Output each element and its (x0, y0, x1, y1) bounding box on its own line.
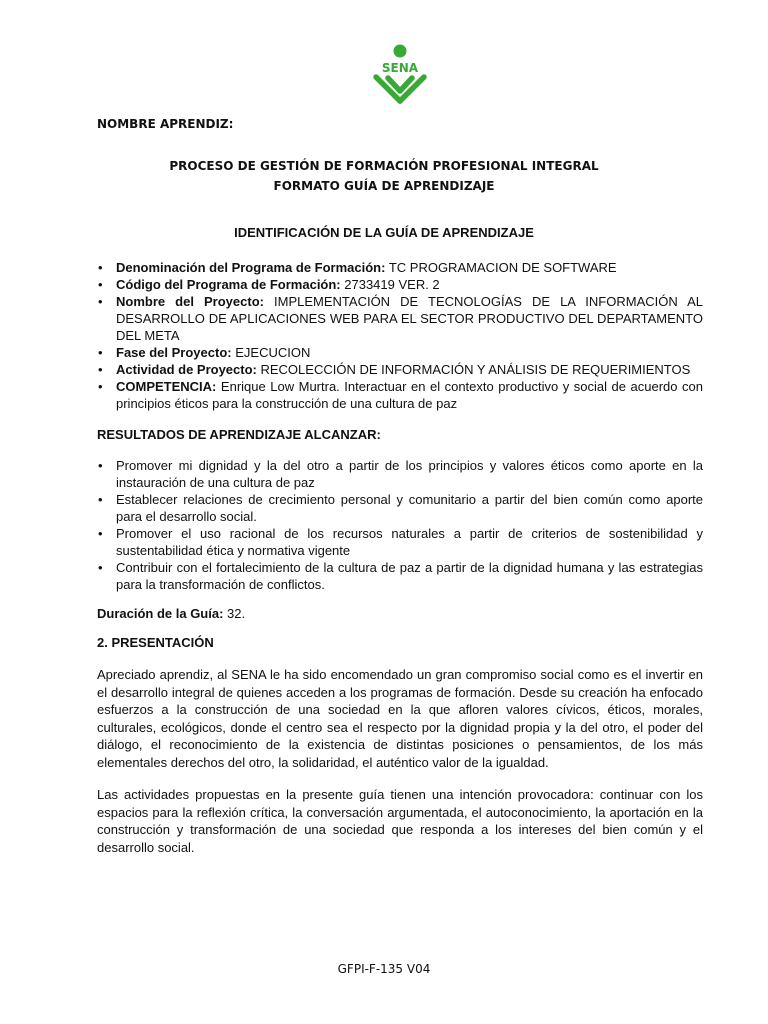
sena-logo (368, 44, 432, 106)
item-value: RECOLECCIÓN DE INFORMACIÓN Y ANÁLISIS DE REQUERIMIENTOS (256, 362, 691, 377)
item-label: COMPETENCIA: (116, 379, 217, 394)
presentation-paragraph-2: Las actividades propuestas en la presente guía tienen una intención provocadora: continuar con los espacios para la reflexión crítica, la conversación argumentada, el autoconocimiento, la aportación en la construcción y transformación de una sociedad que responda a los intereses del bien común y el desarrollo social. (97, 787, 703, 855)
presentation-title: 2. PRESENTACIÓN (97, 635, 214, 650)
list-item: • Establecer relaciones de crecimiento personal y comunitario a partir del bien común como aporte para el desarrollo social. (97, 491, 703, 525)
item-label: Nombre del Proyecto: (116, 294, 264, 309)
item-value: TC PROGRAMACION DE SOFTWARE (385, 260, 617, 275)
item-value: 2733419 VER. 2 (340, 277, 440, 292)
results-list (97, 457, 703, 593)
list-item (97, 344, 703, 361)
identification-title: IDENTIFICACIÓN DE LA GUÍA DE APRENDIZAJE (234, 225, 534, 240)
item-label: Denominación del Programa de Formación: (116, 260, 386, 275)
document-header (0, 156, 768, 196)
document-footer-code: GFPI-F-135 V04 (337, 962, 431, 976)
results-title: RESULTADOS DE APRENDIZAJE ALCANZAR: (97, 427, 381, 442)
item-value: Enrique Low Murtra. Interactuar en el contexto productivo y social de acuerdo con principios éticos para la construcción de una cultura de paz (116, 379, 703, 411)
svg-text:SENA: SENA (381, 61, 419, 75)
list-item: • Contribuir con el fortalecimiento de la cultura de paz a partir de la dignidad humana y las estrategias para la transformación de conflictos. (97, 559, 703, 593)
item-label: Fase del Proyecto: (116, 345, 232, 360)
item-label: Actividad de Proyecto: (116, 362, 257, 377)
header-line-2: FORMATO GUÍA DE APRENDIZAJE (273, 179, 495, 193)
list-item (97, 259, 703, 276)
list-item (97, 276, 703, 293)
list-item (97, 378, 703, 412)
presentation-paragraph-1: Apreciado aprendiz, al SENA le ha sido encomendado un gran compromiso social como es el invertir en el desarrollo integral de quienes acceden a los programas de formación. Desde su creación ha enfocado esfuerzos a la construcción de una sociedad en la que afloren valores cívicos, éticos, morales, culturales, ecológicos, donde el centro sea el respecto por la dignidad propia y la del otro, el poder del diálogo, el reconocimiento de la existencia de distintas posiciones o pensamientos, de los más elementales derechos del otro, la solidaridad, el auténtico valor de la igualdad. (97, 667, 703, 770)
duration-label: Duración de la Guía: (97, 606, 224, 621)
list-item (97, 293, 703, 344)
item-label: Código del Programa de Formación: (116, 277, 341, 292)
list-item (97, 361, 703, 378)
duration (97, 606, 245, 621)
aprendiz-label: NOMBRE APRENDIZ: (97, 117, 234, 131)
list-item: • Promover mi dignidad y la del otro a partir de los principios y valores éticos como aporte en la instauración de una cultura de paz (97, 457, 703, 491)
item-value: EJECUCION (231, 345, 311, 360)
header-line-1: PROCESO DE GESTIÓN DE FORMACIÓN PROFESIONAL INTEGRAL (169, 159, 599, 173)
identification-list (97, 259, 703, 412)
list-item: • Promover el uso racional de los recursos naturales a partir de criterios de sostenibilidad y sustentabilidad ética y normativa vigente (97, 525, 703, 559)
item-value: IMPLEMENTACIÓN DE TECNOLOGÍAS DE LA INFORMACIÓN AL DESARROLLO DE APLICACIONES WEB PARA EL SECTOR PRODUCTIVO DEL DEPARTAMENTO DEL META (116, 294, 703, 343)
duration-value: 32. (223, 606, 246, 621)
